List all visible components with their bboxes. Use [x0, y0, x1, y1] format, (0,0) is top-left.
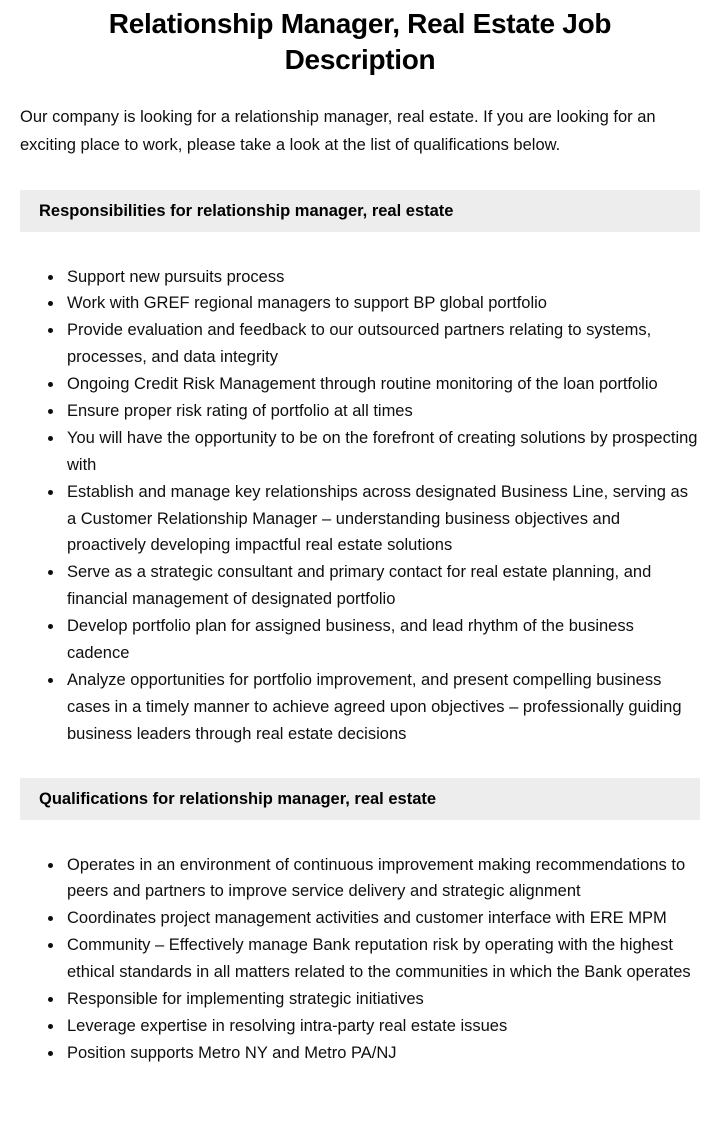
list-item: • Support new pursuits process	[64, 264, 700, 291]
responsibilities-list	[20, 264, 700, 748]
list-item: • Serve as a strategic consultant and primary contact for real estate planning, and financial management of designated portfolio	[64, 559, 700, 613]
list-item: • Analyze opportunities for portfolio improvement, and present compelling business cases in a timely manner to achieve agreed upon objectives – professionally guiding business leaders through real estate decisions	[64, 667, 700, 748]
list-item: • Ongoing Credit Risk Management through routine monitoring of the loan portfolio	[64, 371, 700, 398]
page-title: Relationship Manager, Real Estate Job Description	[108, 8, 612, 75]
qualifications-list	[20, 852, 700, 1067]
qualifications-section-heading: Qualifications for relationship manager, real estate	[20, 778, 700, 820]
list-item: • Develop portfolio plan for assigned business, and lead rhythm of the business cadence	[64, 613, 700, 667]
list-item: • Leverage expertise in resolving intra-party real estate issues	[64, 1013, 700, 1040]
responsibilities-section-heading: Responsibilities for relationship manager, real estate	[20, 190, 700, 232]
list-item: • Responsible for implementing strategic initiatives	[64, 986, 700, 1013]
list-item: • Position supports Metro NY and Metro PA/NJ	[64, 1040, 700, 1067]
list-item: • You will have the opportunity to be on the forefront of creating solutions by prospecting with	[64, 425, 700, 479]
list-item: • Work with GREF regional managers to support BP global portfolio	[64, 290, 700, 317]
list-item: • Coordinates project management activities and customer interface with ERE MPM	[64, 905, 700, 932]
list-item: • Operates in an environment of continuous improvement making recommendations to peers and partners to improve service delivery and strategic alignment	[64, 852, 700, 906]
list-item: • Establish and manage key relationships across designated Business Line, serving as a Customer Relationship Manager – understanding business objectives and proactively developing impactful real estate solutions	[64, 479, 700, 560]
list-item: • Provide evaluation and feedback to our outsourced partners relating to systems, processes, and data integrity	[64, 317, 700, 371]
list-item: • Ensure proper risk rating of portfolio at all times	[64, 398, 700, 425]
list-item: • Community – Effectively manage Bank reputation risk by operating with the highest ethical standards in all matters related to the communities in which the Bank operates	[64, 932, 700, 986]
intro-paragraph: Our company is looking for a relationship manager, real estate. If you are looking for an exciting place to work, please take a look at the list of qualifications below.	[20, 108, 656, 154]
